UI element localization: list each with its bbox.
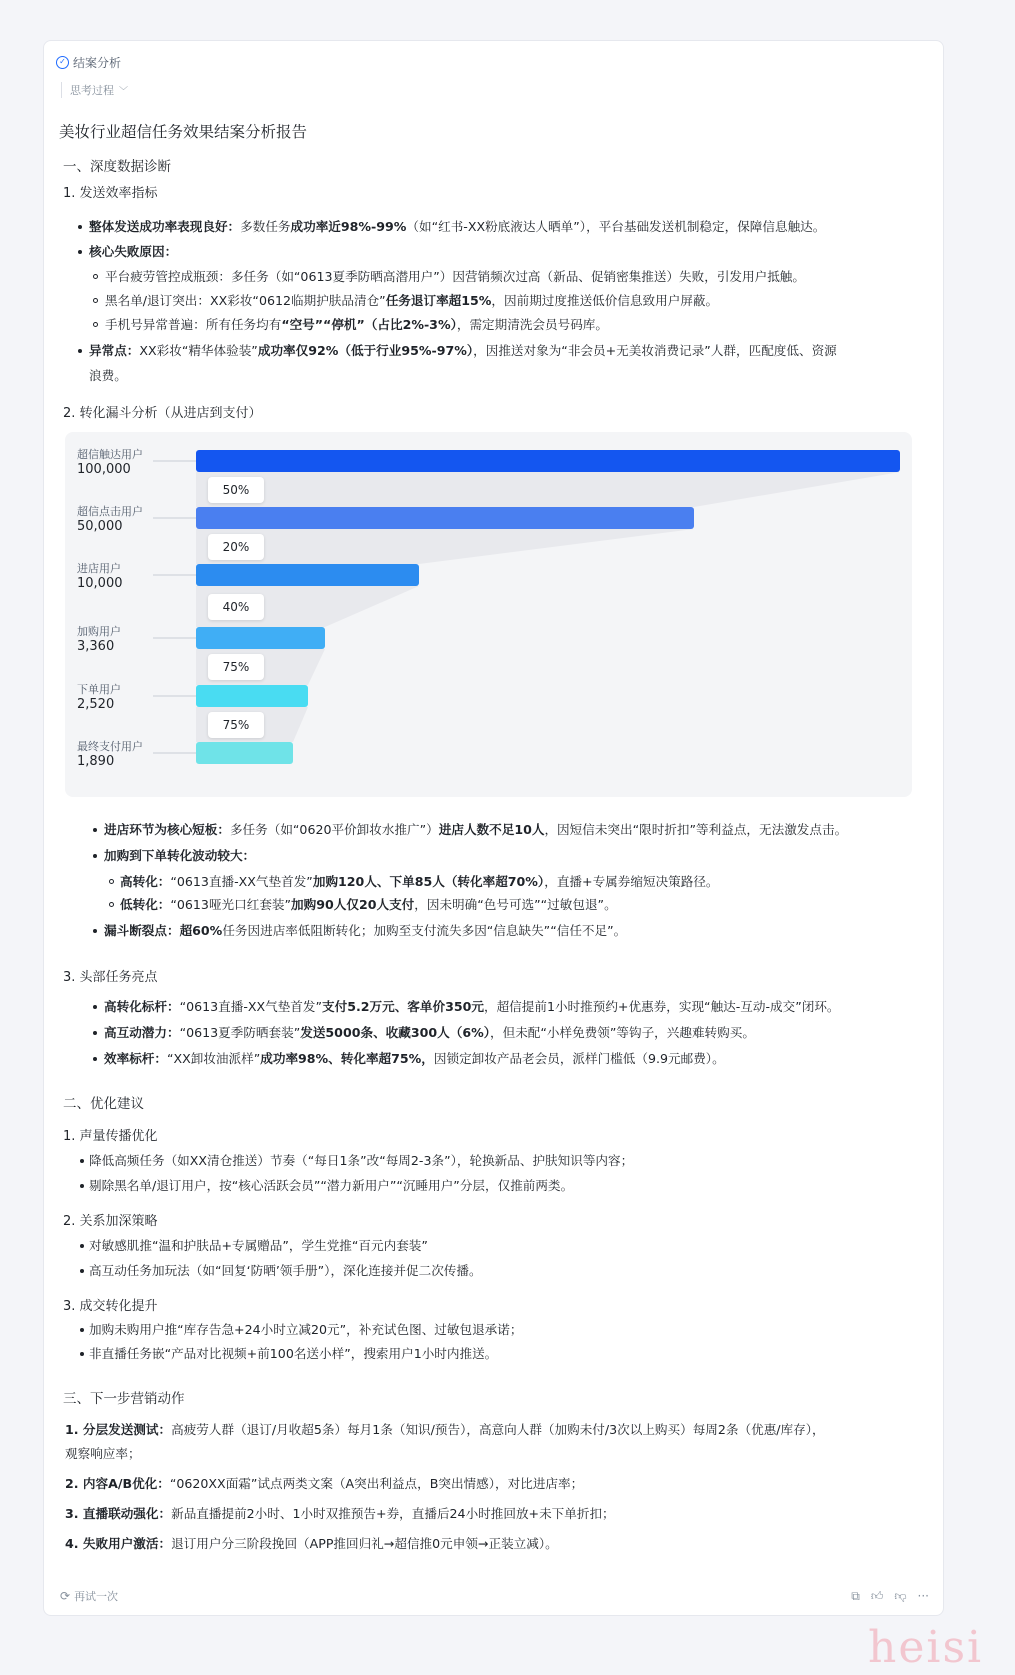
refresh-icon: ⟳: [60, 1589, 71, 1603]
funnel-stage-value: 10,000: [77, 576, 123, 591]
list-item: 3. 直播联动强化：新品直播提前2小时、1小时双推预告+券，直播后24小时推回放+未下单折扣；: [65, 1506, 615, 1521]
thumbs-down-icon[interactable]: 👎︎: [894, 1588, 907, 1603]
list-item: 黑名单/退订突出：XX彩妆“0612临期护肤品清仓”任务退订率超15%，因前期过度推送低价信息致用户屏蔽。: [105, 293, 719, 308]
bullet: [80, 1269, 84, 1273]
funnel-stage-value: 50,000: [77, 519, 123, 534]
funnel-conversion-rate: 20%: [208, 534, 264, 560]
funnel-stage-value: 1,890: [77, 754, 115, 769]
list-item: 平台疲劳管控成瓶颈：多任务（如“0613夏季防晒高潜用户”）因营销频次过高（新品、促销密集推送）失败，引发用户抵触。: [105, 269, 805, 284]
funnel-stage-value: 3,360: [77, 639, 115, 654]
bullet: [80, 1244, 84, 1248]
bullet: [78, 250, 82, 254]
chevron-down-icon: ﹀: [119, 86, 129, 97]
funnel-stage-value: 100,000: [77, 462, 131, 477]
funnel-conversion-rate: 75%: [208, 712, 264, 738]
funnel-bar: [196, 742, 293, 764]
section-heading: 三、下一步营销动作: [63, 1391, 185, 1407]
list-item: 高互动潜力：“0613夏季防晒套装”发送5000条、收藏300人（6%），但未配“小样免费领”等钩子，兴趣难转购买。: [104, 1025, 755, 1040]
list-item: 加购到下单转化波动较大：: [104, 848, 256, 863]
status-label: 结案分析: [73, 55, 122, 70]
funnel-conversion-rate: 50%: [208, 477, 264, 503]
list-item: 降低高频任务（如XX清仓推送）节奏（“每日1条”改“每周2-3条”），轮换新品、护肤知识等内容；: [89, 1153, 634, 1168]
list-item: 进店环节为核心短板：多任务（如“0620平价卸妆水推广”）进店人数不足10人，因短信未突出“限时折扣”等利益点，无法激发点击。: [104, 822, 848, 837]
list-item: 剔除黑名单/退订用户，按“核心活跃会员”“潜力新用户”“沉睡用户”分层，仅推前两类。: [89, 1178, 574, 1193]
subsection-heading: 1. 发送效率指标: [63, 186, 158, 201]
bullet: [93, 1005, 97, 1009]
list-item: 手机号异常普遍：所有任务均有“空号”“停机”（占比2%-3%），需定期清洗会员号码库。: [105, 317, 608, 332]
funnel-chart: [65, 432, 912, 797]
thumbs-up-icon[interactable]: 👍︎: [870, 1588, 884, 1603]
bullet: [109, 902, 114, 907]
retry-button[interactable]: [60, 1588, 118, 1604]
bullet: [93, 1031, 97, 1035]
funnel-bar: [196, 507, 694, 529]
subsection-heading: 3. 成交转化提升: [63, 1299, 158, 1314]
list-item: 4. 失败用户激活：退订用户分三阶段挽回（APP推回归礼→超信推0元申领→正装立减）。: [65, 1536, 558, 1551]
subsection-heading: 2. 转化漏斗分析（从进店到支付）: [63, 406, 262, 421]
copy-icon[interactable]: ⧉: [851, 1588, 860, 1603]
funnel-stage-value: 2,520: [77, 697, 115, 712]
status-indicator: [56, 54, 121, 70]
thinking-label: 思考过程: [70, 84, 114, 97]
list-item: 异常点：XX彩妆“精华体验装”成功率仅92%（低于行业95%-97%），因推送对象为“非会员+无美妆消费记录”人群，匹配度低、资源: [89, 343, 837, 358]
list-item: 加购未购用户推“库存告急+24小时立减20元”，补充试色图、过敏包退承诺；: [89, 1322, 523, 1337]
section-heading: 一、深度数据诊断: [63, 159, 171, 175]
bullet: [80, 1159, 84, 1163]
action-toolbar: [851, 1588, 929, 1604]
more-icon[interactable]: ···: [917, 1589, 929, 1603]
list-item-continuation: 观察响应率；: [65, 1446, 141, 1461]
bullet: [93, 322, 98, 327]
bullet: [80, 1328, 84, 1332]
funnel-stage-name: 超信触达用户: [77, 448, 143, 461]
bullet: [78, 225, 82, 229]
list-item: 漏斗断裂点：超60%任务因进店率低阻断转化；加购至支付流失多因“信息缺失”“信任不足”。: [104, 923, 627, 938]
thinking-toggle[interactable]: [61, 82, 128, 98]
list-item: 高互动任务加玩法（如“回复‘防晒’领手册”），深化连接并促二次传播。: [89, 1263, 482, 1278]
funnel-stage-name: 超信点击用户: [77, 505, 143, 518]
funnel-connector: [196, 529, 694, 564]
subsection-heading: 3. 头部任务亮点: [63, 970, 158, 985]
bullet: [93, 828, 97, 832]
retry-label: 再试一次: [74, 1590, 119, 1603]
list-item: 非直播任务嵌“产品对比视频+前100名送小样”，搜索用户1小时内推送。: [89, 1346, 498, 1361]
bullet: [80, 1184, 84, 1188]
funnel-connector: [196, 472, 900, 507]
funnel-stage-name: 进店用户: [77, 562, 121, 575]
list-item: 1. 分层发送测试：高疲劳人群（退订/月收超5条）每月1条（知识/预告），高意向人群（加购未付/3次以上购买）每周2条（优惠/库存），: [65, 1422, 825, 1437]
bullet: [93, 274, 98, 279]
check-circle-icon: ✓: [56, 56, 69, 69]
bullet: [93, 929, 97, 933]
list-item: 对敏感肌推“温和护肤品+专属赠品”，学生党推“百元内套装”: [89, 1238, 428, 1253]
funnel-stage-name: 最终支付用户: [77, 740, 143, 753]
funnel-conversion-rate: 75%: [208, 654, 264, 680]
funnel-conversion-rate: 40%: [208, 594, 264, 620]
bullet: [80, 1352, 84, 1356]
list-item: 低转化：“0613哑光口红套装”加购90人仅20人支付，因未明确“色号可选”“过敏包退”。: [120, 897, 617, 912]
section-heading: 二、优化建议: [63, 1096, 144, 1112]
list-item: 整体发送成功率表现良好：多数任务成功率近98%-99%（如“红书-XX粉底液达人晒单”），平台基础发送机制稳定，保障信息触达。: [89, 219, 826, 234]
list-item-continuation: 浪费。: [89, 368, 127, 383]
funnel-stage-name: 下单用户: [77, 683, 121, 696]
subsection-heading: 2. 关系加深策略: [63, 1214, 158, 1229]
bullet: [93, 854, 97, 858]
funnel-bar: [196, 564, 419, 586]
funnel-bar: [196, 627, 325, 649]
list-item: 效率标杆：“XX卸妆油派样”成功率98%、转化率超75%，因锁定卸妆产品老会员，派样门槛低（9.9元邮费）。: [104, 1051, 725, 1066]
bullet: [93, 298, 98, 303]
bullet: [109, 879, 114, 884]
bullet: [78, 349, 82, 353]
funnel-svg: [65, 432, 912, 797]
funnel-bar: [196, 450, 900, 472]
subsection-heading: 1. 声量传播优化: [63, 1129, 158, 1144]
list-item: 高转化标杆：“0613直播-XX气垫首发”支付5.2万元、客单价350元，超信提前1小时推预约+优惠券，实现“触达-互动-成交”闭环。: [104, 999, 840, 1014]
funnel-bar: [196, 685, 308, 707]
bullet: [93, 1057, 97, 1061]
list-item: 2. 内容A/B优化：“0620XX面霜”试点两类文案（A突出利益点，B突出情感），对比进店率；: [65, 1476, 584, 1491]
list-item: 高转化：“0613直播-XX气垫首发”加购120人、下单85人（转化率超70%），直播+专属券缩短决策路径。: [120, 874, 719, 889]
report-title: 美妆行业超信任务效果结案分析报告: [59, 123, 308, 141]
funnel-stage-name: 加购用户: [77, 625, 121, 638]
list-item: 核心失败原因：: [89, 244, 178, 259]
watermark: heisi: [868, 1622, 984, 1673]
